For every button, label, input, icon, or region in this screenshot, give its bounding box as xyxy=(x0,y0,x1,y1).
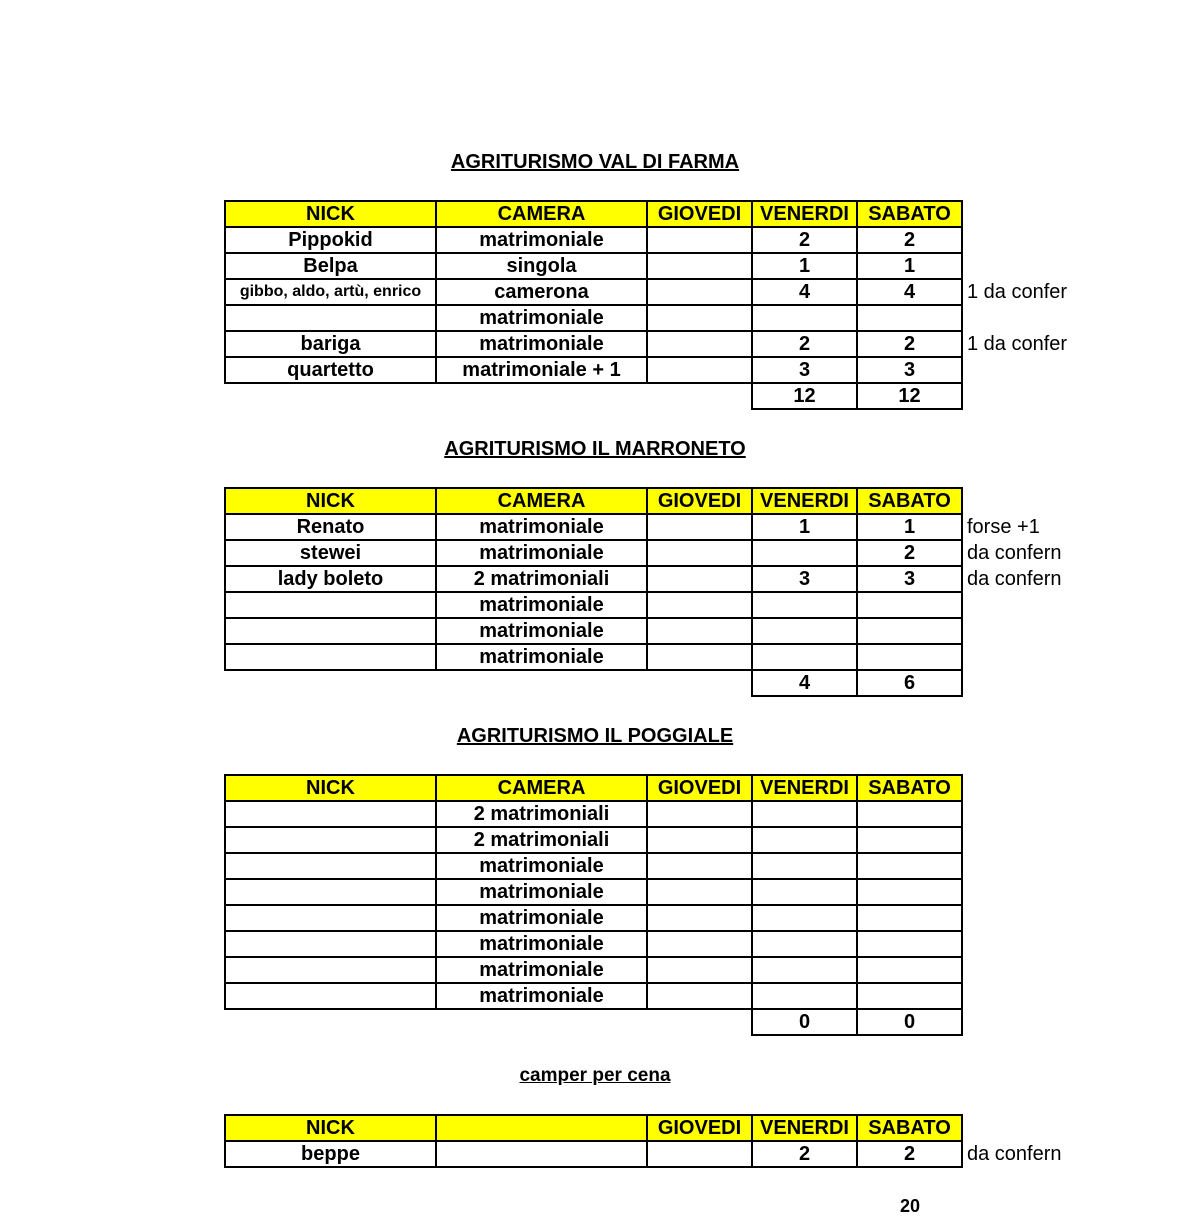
cell-venerdi: 3 xyxy=(752,566,857,592)
cell-camera: 2 matrimoniali xyxy=(436,827,647,853)
column-header-nick: NICK xyxy=(225,488,436,514)
cell-sabato: 2 xyxy=(857,227,962,253)
cell-venerdi xyxy=(752,983,857,1009)
cell-camera: matrimoniale xyxy=(436,331,647,357)
cell-note xyxy=(962,801,1070,827)
column-header-giovedi: GIOVEDI xyxy=(647,1115,752,1141)
column-header-nick: NICK xyxy=(225,775,436,801)
cell-note: 1 da confer xyxy=(967,281,1068,303)
cell-note xyxy=(962,253,1070,279)
column-header-nick: NICK xyxy=(225,201,436,227)
cell-nick xyxy=(225,592,436,618)
cell-sabato xyxy=(857,853,962,879)
note-spacer xyxy=(962,383,1070,409)
table-row xyxy=(225,957,1070,983)
cell-note xyxy=(962,853,1070,879)
column-header-giovedi: GIOVEDI xyxy=(647,201,752,227)
cell-camera xyxy=(436,1141,647,1167)
cell-giovedi xyxy=(647,801,752,827)
cell-nick: bariga xyxy=(225,331,436,357)
cell-venerdi xyxy=(752,592,857,618)
column-header-giovedi: GIOVEDI xyxy=(647,775,752,801)
column-header-camera xyxy=(436,1115,647,1141)
cell-venerdi: 1 xyxy=(752,514,857,540)
table-row xyxy=(225,305,1070,331)
cell-camera: camerona xyxy=(436,279,647,305)
cell-giovedi xyxy=(647,514,752,540)
column-header-giovedi: GIOVEDI xyxy=(647,488,752,514)
cell-nick: gibbo, aldo, artù, enrico xyxy=(225,279,436,305)
cell-note: da confern xyxy=(967,1143,1062,1165)
cell-sabato: 2 xyxy=(857,331,962,357)
cell-nick: Pippokid xyxy=(225,227,436,253)
total-venerdi: 0 xyxy=(752,1009,857,1035)
cell-camera: matrimoniale xyxy=(436,957,647,983)
cell-note xyxy=(962,931,1070,957)
cell-nick xyxy=(225,801,436,827)
table-row xyxy=(225,566,1070,592)
column-header-venerdi: VENERDI xyxy=(752,775,857,801)
table-row xyxy=(225,540,1070,566)
column-header-sabato: SABATO xyxy=(857,1115,962,1141)
cell-camera: matrimoniale xyxy=(436,879,647,905)
column-header-camera: CAMERA xyxy=(436,201,647,227)
section-title-camper: camper per cena xyxy=(519,1065,671,1086)
table-marroneto xyxy=(224,487,1071,697)
cell-note xyxy=(962,879,1070,905)
cell-nick xyxy=(225,879,436,905)
cell-note xyxy=(962,592,1070,618)
cell-camera: singola xyxy=(436,253,647,279)
cell-venerdi xyxy=(752,879,857,905)
cell-venerdi: 2 xyxy=(752,331,857,357)
cell-giovedi xyxy=(647,305,752,331)
cell-nick xyxy=(225,305,436,331)
totals-spacer xyxy=(225,670,752,696)
cell-giovedi xyxy=(647,644,752,670)
totals-spacer xyxy=(225,383,752,409)
cell-giovedi xyxy=(647,592,752,618)
table-row xyxy=(225,1141,1070,1167)
note-spacer xyxy=(962,670,1070,696)
total-sabato: 6 xyxy=(857,670,962,696)
cell-note xyxy=(962,983,1070,1009)
total-sabato: 0 xyxy=(857,1009,962,1035)
column-header-venerdi: VENERDI xyxy=(752,488,857,514)
cell-venerdi xyxy=(752,905,857,931)
cell-giovedi xyxy=(647,566,752,592)
totals-spacer xyxy=(225,1009,752,1035)
cell-note xyxy=(962,905,1070,931)
cell-giovedi xyxy=(647,931,752,957)
cell-venerdi: 3 xyxy=(752,357,857,383)
column-header-sabato: SABATO xyxy=(857,201,962,227)
cell-note: da confern xyxy=(967,542,1062,564)
column-header-camera: CAMERA xyxy=(436,488,647,514)
table-row xyxy=(225,514,1070,540)
section-title-val-di-farma: AGRITURISMO VAL DI FARMA xyxy=(450,151,740,173)
cell-note: forse +1 xyxy=(967,516,1040,538)
cell-sabato xyxy=(857,931,962,957)
cell-nick xyxy=(225,644,436,670)
cell-camera: matrimoniale xyxy=(436,540,647,566)
cell-giovedi xyxy=(647,227,752,253)
total-sabato: 12 xyxy=(857,383,962,409)
cell-sabato xyxy=(857,801,962,827)
total-venerdi: 4 xyxy=(752,670,857,696)
cell-giovedi xyxy=(647,983,752,1009)
cell-nick: Belpa xyxy=(225,253,436,279)
cell-giovedi xyxy=(647,827,752,853)
table-val-di-farma xyxy=(224,200,1071,410)
total-venerdi: 12 xyxy=(752,383,857,409)
cell-camera: matrimoniale xyxy=(436,853,647,879)
cell-venerdi xyxy=(752,644,857,670)
cell-camera: matrimoniale + 1 xyxy=(436,357,647,383)
table-row xyxy=(225,253,1070,279)
cell-sabato xyxy=(857,305,962,331)
note-spacer xyxy=(962,1115,1070,1141)
cell-nick xyxy=(225,983,436,1009)
cell-giovedi xyxy=(647,540,752,566)
cell-sabato: 2 xyxy=(857,540,962,566)
cell-note: 1 da confer xyxy=(967,333,1068,355)
cell-nick: Renato xyxy=(225,514,436,540)
cell-venerdi xyxy=(752,618,857,644)
cell-venerdi: 2 xyxy=(752,227,857,253)
cell-venerdi xyxy=(752,827,857,853)
cell-sabato xyxy=(857,644,962,670)
cell-venerdi xyxy=(752,957,857,983)
header-row xyxy=(225,488,1070,514)
table-row xyxy=(225,227,1070,253)
cell-nick xyxy=(225,905,436,931)
cell-venerdi xyxy=(752,931,857,957)
cell-camera: matrimoniale xyxy=(436,905,647,931)
cell-note xyxy=(962,618,1070,644)
cell-camera: matrimoniale xyxy=(436,592,647,618)
table-row xyxy=(225,853,1070,879)
totals-row xyxy=(225,383,1070,409)
cell-note xyxy=(962,957,1070,983)
cell-sabato xyxy=(857,592,962,618)
cell-sabato: 2 xyxy=(857,1141,962,1167)
cell-camera: matrimoniale xyxy=(436,618,647,644)
table-row xyxy=(225,931,1070,957)
cell-nick xyxy=(225,827,436,853)
column-header-venerdi: VENERDI xyxy=(752,1115,857,1141)
column-header-sabato: SABATO xyxy=(857,775,962,801)
header-row xyxy=(225,1115,1070,1141)
column-header-sabato: SABATO xyxy=(857,488,962,514)
table-poggiale xyxy=(224,774,1071,1036)
table-row xyxy=(225,983,1070,1009)
table-row xyxy=(225,592,1070,618)
cell-note xyxy=(962,305,1070,331)
cell-giovedi xyxy=(647,1141,752,1167)
cell-sabato xyxy=(857,905,962,931)
column-header-venerdi: VENERDI xyxy=(752,201,857,227)
cell-sabato xyxy=(857,827,962,853)
cell-camera: matrimoniale xyxy=(436,305,647,331)
cell-note xyxy=(962,357,1070,383)
section-title-poggiale: AGRITURISMO IL POGGIALE xyxy=(456,725,734,747)
cell-nick: quartetto xyxy=(225,357,436,383)
cell-nick xyxy=(225,931,436,957)
cell-nick: stewei xyxy=(225,540,436,566)
table-row xyxy=(225,827,1070,853)
cell-camera: 2 matrimoniali xyxy=(436,566,647,592)
table-row xyxy=(225,644,1070,670)
cell-sabato: 3 xyxy=(857,566,962,592)
table-row xyxy=(225,879,1070,905)
cell-camera: matrimoniale xyxy=(436,983,647,1009)
cell-nick xyxy=(225,618,436,644)
cell-venerdi xyxy=(752,853,857,879)
cell-giovedi xyxy=(647,853,752,879)
header-row xyxy=(225,775,1070,801)
note-spacer xyxy=(962,201,1070,227)
cell-sabato: 4 xyxy=(857,279,962,305)
note-spacer xyxy=(962,1009,1070,1035)
cell-venerdi: 2 xyxy=(752,1141,857,1167)
cell-sabato xyxy=(857,957,962,983)
column-header-nick: NICK xyxy=(225,1115,436,1141)
header-row xyxy=(225,201,1070,227)
table-row xyxy=(225,618,1070,644)
cell-camera: matrimoniale xyxy=(436,931,647,957)
note-spacer xyxy=(962,775,1070,801)
cell-sabato: 1 xyxy=(857,253,962,279)
cell-camera: matrimoniale xyxy=(436,514,647,540)
cell-note xyxy=(962,227,1070,253)
totals-row xyxy=(225,670,1070,696)
cell-camera: 2 matrimoniali xyxy=(436,801,647,827)
table-row xyxy=(225,357,1070,383)
section-title-marroneto: AGRITURISMO IL MARRONETO xyxy=(444,438,746,460)
cell-sabato xyxy=(857,983,962,1009)
cell-sabato xyxy=(857,618,962,644)
note-spacer xyxy=(962,488,1070,514)
cell-venerdi xyxy=(752,540,857,566)
cell-sabato: 1 xyxy=(857,514,962,540)
cell-giovedi xyxy=(647,253,752,279)
cell-venerdi xyxy=(752,305,857,331)
cell-camera: matrimoniale xyxy=(436,644,647,670)
cell-note: da confern xyxy=(967,568,1062,590)
cell-note xyxy=(962,827,1070,853)
cell-nick xyxy=(225,853,436,879)
cell-giovedi xyxy=(647,957,752,983)
page-number: 20 xyxy=(900,1196,921,1216)
totals-row xyxy=(225,1009,1070,1035)
cell-giovedi xyxy=(647,357,752,383)
table-row xyxy=(225,279,1070,305)
cell-venerdi: 4 xyxy=(752,279,857,305)
cell-sabato: 3 xyxy=(857,357,962,383)
cell-giovedi xyxy=(647,879,752,905)
cell-nick xyxy=(225,957,436,983)
table-camper xyxy=(224,1114,1071,1168)
cell-sabato xyxy=(857,879,962,905)
cell-nick: beppe xyxy=(225,1141,436,1167)
table-row xyxy=(225,801,1070,827)
cell-camera: matrimoniale xyxy=(436,227,647,253)
cell-nick: lady boleto xyxy=(225,566,436,592)
table-row xyxy=(225,905,1070,931)
cell-giovedi xyxy=(647,279,752,305)
cell-giovedi xyxy=(647,618,752,644)
table-row xyxy=(225,331,1070,357)
cell-venerdi xyxy=(752,801,857,827)
cell-venerdi: 1 xyxy=(752,253,857,279)
column-header-camera: CAMERA xyxy=(436,775,647,801)
cell-giovedi xyxy=(647,905,752,931)
cell-note xyxy=(962,644,1070,670)
cell-giovedi xyxy=(647,331,752,357)
